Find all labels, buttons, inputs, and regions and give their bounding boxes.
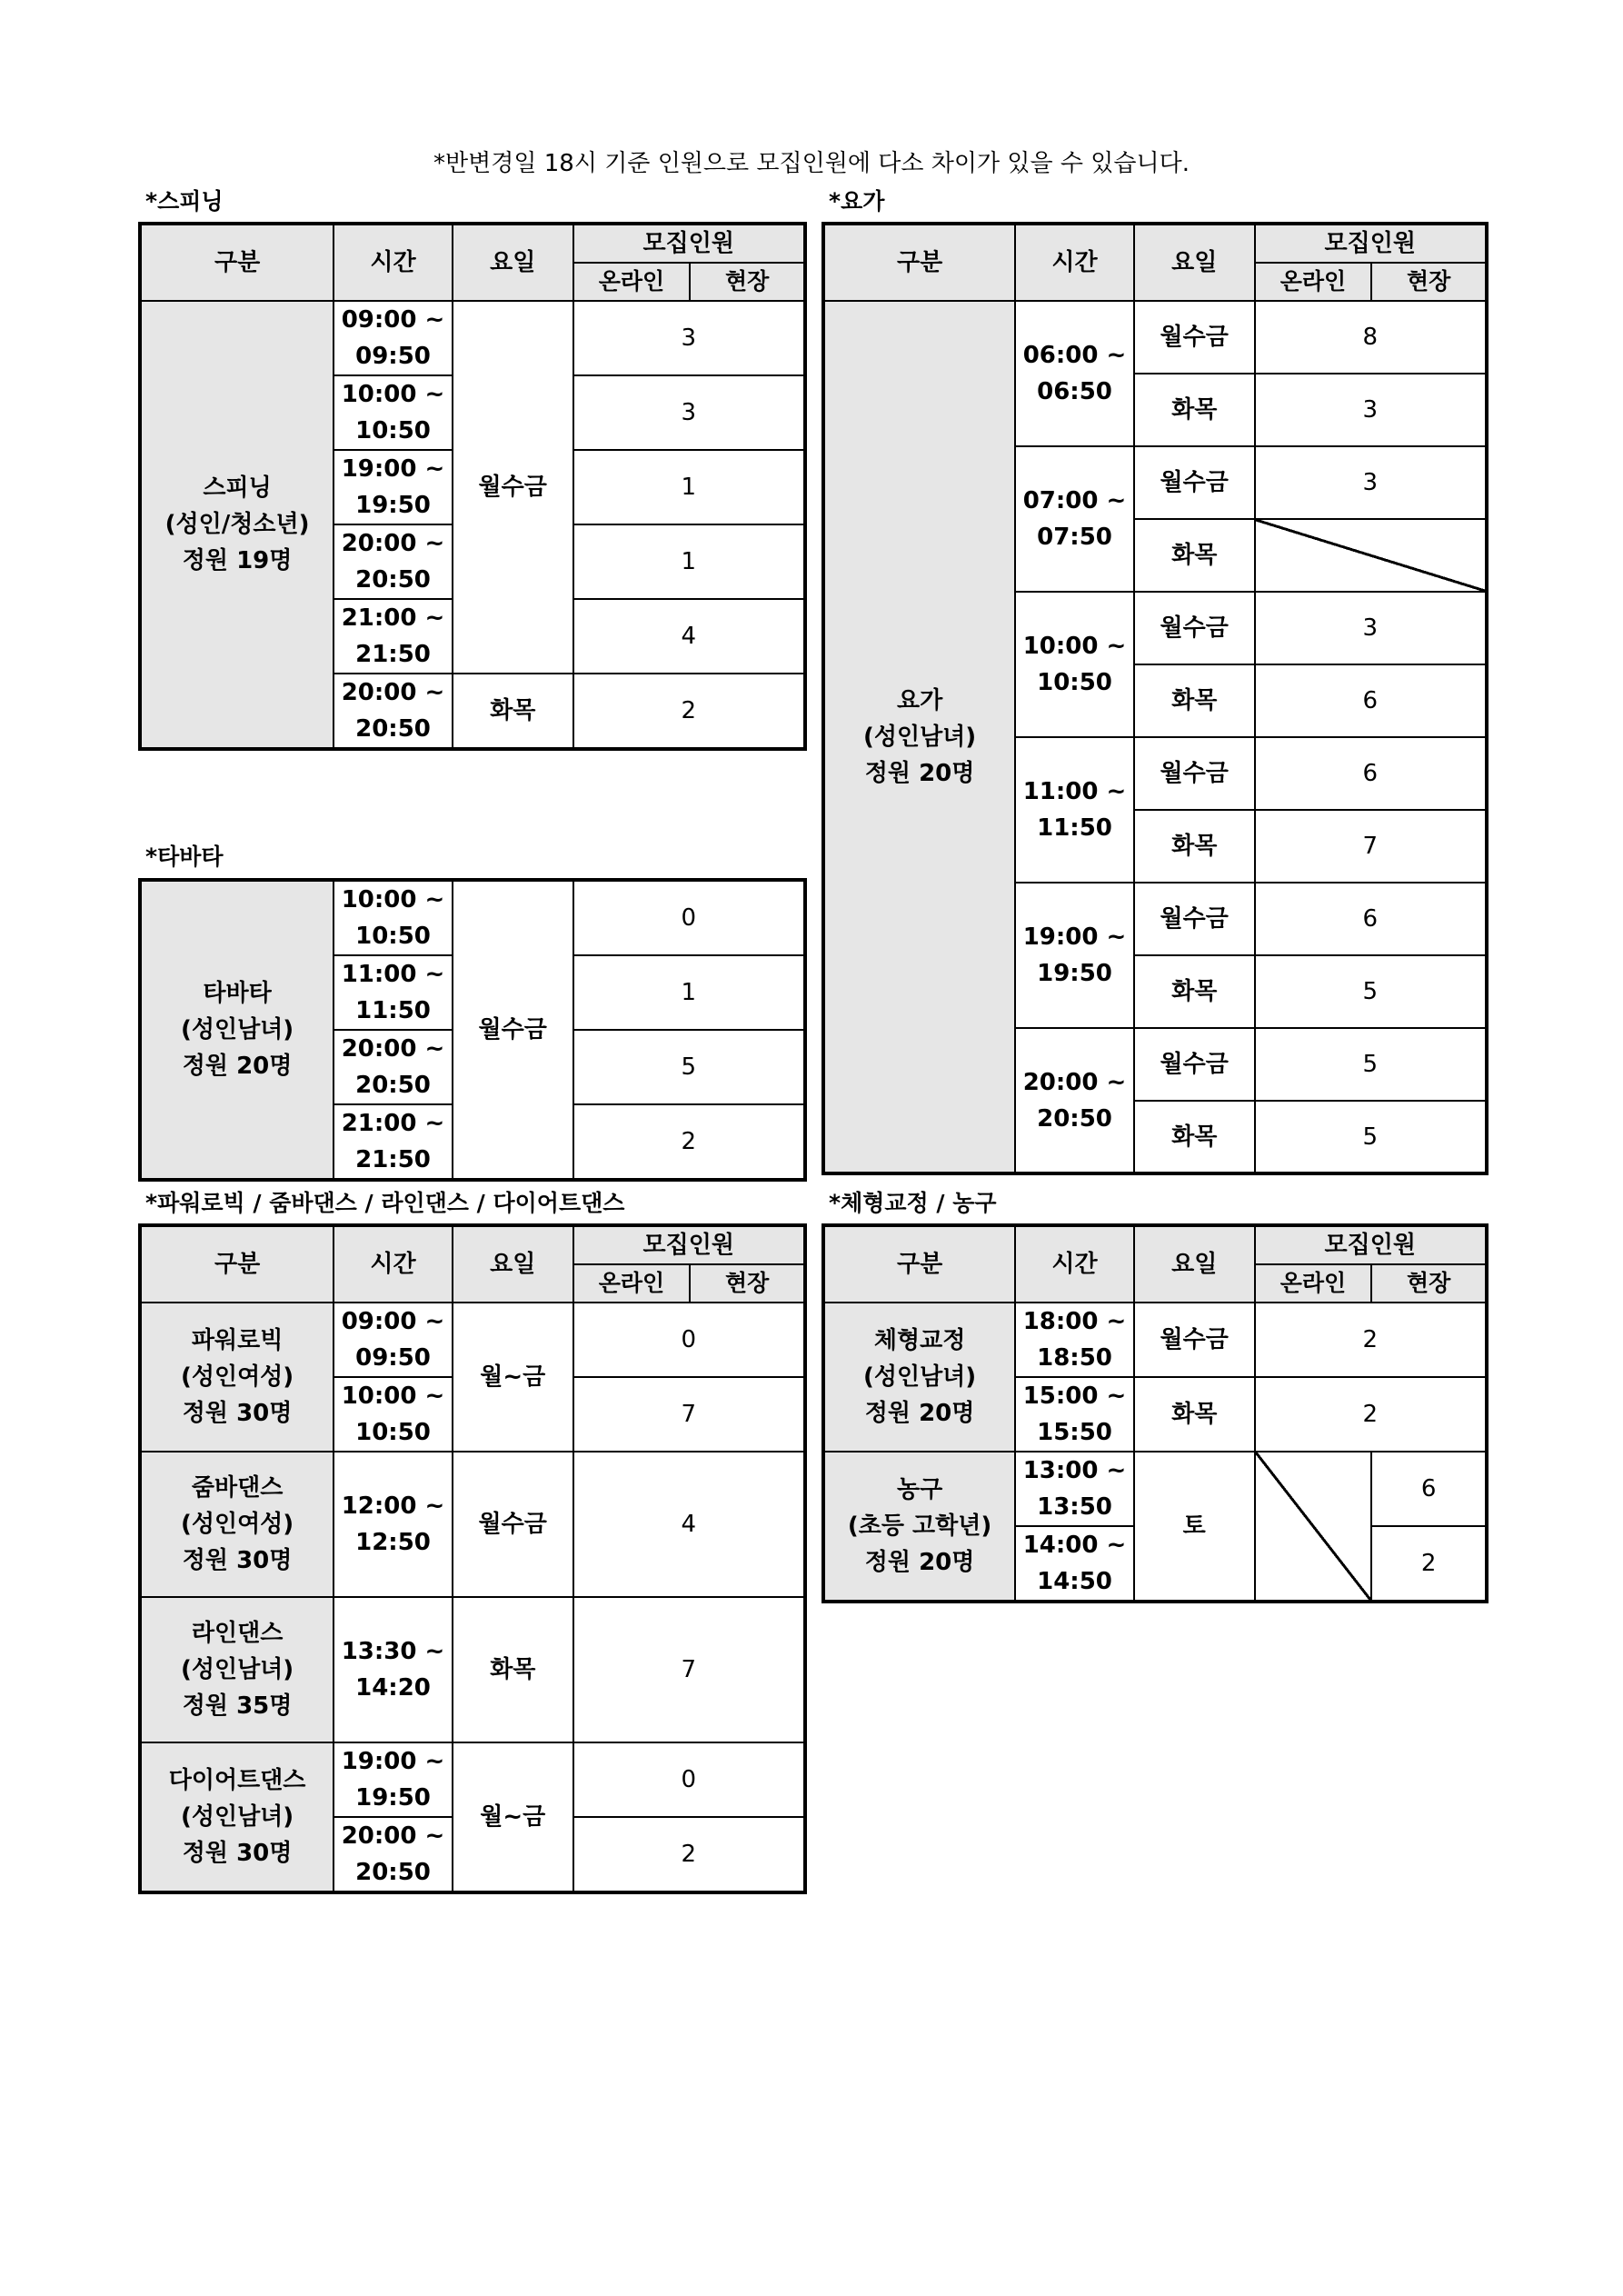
time-cell: 10:00 ~ 10:50 (334, 880, 453, 955)
category-cell (823, 301, 1015, 1173)
time-cell: 19:00 ~ 19:50 (1015, 883, 1134, 1028)
time-cell: 10:00 ~ 10:50 (334, 1377, 453, 1452)
table-row (823, 1303, 1487, 1377)
category-name: 체형교정 (873, 1327, 966, 1354)
category-cell (140, 301, 334, 749)
category-name: 다이어트댄스 (168, 1767, 306, 1794)
header-onsite: 현장 (1371, 1264, 1487, 1303)
day-cell: 월수금 (1134, 301, 1255, 374)
day-cell: 화목 (1134, 664, 1255, 737)
day-cell: 월수금 (453, 1452, 573, 1597)
category-name: 줌바댄스 (191, 1474, 284, 1502)
time-cell: 10:00 ~ 10:50 (334, 375, 453, 450)
count-cell: 3 (573, 375, 805, 450)
count-cell: 1 (573, 450, 805, 524)
day-cell: 화목 (453, 674, 573, 749)
count-cell: 3 (1255, 374, 1487, 446)
header-online: 온라인 (573, 1264, 691, 1303)
category-capacity: 정원 19명 (182, 547, 293, 574)
day-cell: 월~금 (453, 1742, 573, 1892)
count-cell: 3 (1255, 446, 1487, 519)
day-cell: 화목 (453, 1597, 573, 1742)
count-cell: 3 (573, 301, 805, 375)
category-cell (823, 1452, 1015, 1602)
count-cell: 2 (1255, 1377, 1487, 1452)
time-cell: 15:00 ~ 15:50 (1015, 1377, 1134, 1452)
tabata-title: *타바타 (145, 844, 224, 870)
category-cell (140, 1742, 334, 1892)
yoga-table (821, 222, 1489, 1171)
header-recruit: 모집인원 (573, 1225, 805, 1264)
count-cell: 7 (1255, 810, 1487, 883)
posture-table (821, 1223, 1489, 1595)
category-name: 파워로빅 (191, 1327, 284, 1354)
count-cell: 1 (573, 955, 805, 1030)
header-day: 요일 (453, 224, 573, 301)
time-cell: 06:00 ~ 06:50 (1015, 301, 1134, 446)
count-cell: 4 (573, 599, 805, 674)
count-cell: 2 (1371, 1526, 1487, 1602)
count-cell: 5 (573, 1030, 805, 1104)
header-time: 시간 (334, 224, 453, 301)
spinning-title: *스피닝 (145, 188, 224, 215)
header-online: 온라인 (1255, 1264, 1372, 1303)
category-capacity: 정원 20명 (864, 1400, 975, 1427)
header-recruit: 모집인원 (1255, 224, 1487, 263)
category-cell (140, 1597, 334, 1742)
table-row (823, 1452, 1487, 1526)
category-target: (성인남녀) (180, 1803, 294, 1831)
time-cell: 09:00 ~ 09:50 (334, 1303, 453, 1377)
empty-diagonal-cell (1255, 1452, 1372, 1602)
time-cell: 21:00 ~ 21:50 (334, 1104, 453, 1180)
category-name: 라인댄스 (191, 1620, 284, 1647)
time-cell: 20:00 ~ 20:50 (334, 524, 453, 599)
count-cell: 6 (1255, 883, 1487, 955)
count-cell: 6 (1255, 664, 1487, 737)
time-cell: 20:00 ~ 20:50 (334, 674, 453, 749)
day-cell: 월수금 (453, 301, 573, 674)
table-row (140, 880, 805, 955)
header-category: 구분 (140, 224, 334, 301)
count-cell: 1 (573, 524, 805, 599)
day-cell: 화목 (1134, 1377, 1255, 1452)
time-cell: 20:00 ~ 20:50 (1015, 1028, 1134, 1173)
time-cell: 10:00 ~ 10:50 (1015, 592, 1134, 737)
dance-table (138, 1223, 807, 1886)
count-cell: 0 (573, 1303, 805, 1377)
day-cell: 월수금 (1134, 883, 1255, 955)
category-capacity: 정원 35명 (182, 1692, 293, 1720)
time-cell: 21:00 ~ 21:50 (334, 599, 453, 674)
category-capacity: 정원 20명 (864, 1549, 975, 1576)
count-cell: 4 (573, 1452, 805, 1597)
table-row (140, 301, 805, 375)
table-row (140, 1303, 805, 1377)
count-cell: 3 (1255, 592, 1487, 664)
time-cell: 18:00 ~ 18:50 (1015, 1303, 1134, 1377)
day-cell: 월수금 (1134, 592, 1255, 664)
dance-title: *파워로빅 / 줌바댄스 / 라인댄스 / 다이어트댄스 (145, 1190, 625, 1216)
category-capacity: 정원 20명 (864, 759, 975, 787)
header-online: 온라인 (1255, 263, 1372, 301)
table-row (140, 1597, 805, 1742)
yoga-title: *요가 (829, 188, 885, 215)
count-cell: 6 (1255, 737, 1487, 810)
header-time: 시간 (1015, 224, 1134, 301)
time-cell: 09:00 ~ 09:50 (334, 301, 453, 375)
header-online: 온라인 (573, 263, 691, 301)
category-target: (초등 고학년) (847, 1512, 992, 1540)
category-target: (성인남녀) (180, 1016, 294, 1043)
category-capacity: 정원 30명 (182, 1547, 293, 1574)
count-cell: 6 (1371, 1452, 1487, 1526)
posture-title: *체형교정 / 농구 (829, 1190, 997, 1216)
count-cell: 7 (573, 1597, 805, 1742)
count-cell: 0 (573, 1742, 805, 1817)
time-cell: 13:30 ~ 14:20 (334, 1597, 453, 1742)
header-onsite: 현장 (1371, 263, 1487, 301)
category-name: 스피닝 (203, 474, 272, 502)
time-cell: 19:00 ~ 19:50 (334, 450, 453, 524)
time-cell: 12:00 ~ 12:50 (334, 1452, 453, 1597)
time-cell: 20:00 ~ 20:50 (334, 1817, 453, 1892)
category-target: (성인남녀) (180, 1656, 294, 1683)
count-cell: 5 (1255, 1028, 1487, 1101)
day-cell: 월수금 (1134, 1303, 1255, 1377)
header-category: 구분 (140, 1225, 334, 1303)
time-cell: 14:00 ~ 14:50 (1015, 1526, 1134, 1602)
count-cell: 2 (573, 1104, 805, 1180)
category-capacity: 정원 20명 (182, 1053, 293, 1080)
category-target: (성인남녀) (862, 723, 977, 751)
day-cell: 월수금 (1134, 737, 1255, 810)
count-cell: 2 (573, 674, 805, 749)
category-name: 농구 (896, 1476, 943, 1503)
day-cell: 월수금 (1134, 446, 1255, 519)
day-cell: 토 (1134, 1452, 1255, 1602)
header-day: 요일 (1134, 1225, 1255, 1303)
category-cell (140, 1303, 334, 1452)
header-time: 시간 (334, 1225, 453, 1303)
category-capacity: 정원 30명 (182, 1400, 293, 1427)
table-row (140, 1742, 805, 1817)
spinning-table (138, 222, 807, 743)
count-cell: 0 (573, 880, 805, 955)
time-cell: 20:00 ~ 20:50 (334, 1030, 453, 1104)
day-cell: 월수금 (1134, 1028, 1255, 1101)
time-cell: 11:00 ~ 11:50 (1015, 737, 1134, 883)
header-recruit: 모집인원 (573, 224, 805, 263)
header-category: 구분 (823, 224, 1015, 301)
header-time: 시간 (1015, 1225, 1134, 1303)
count-cell: 2 (573, 1817, 805, 1892)
category-cell (823, 1303, 1015, 1452)
time-cell: 19:00 ~ 19:50 (334, 1742, 453, 1817)
header-day: 요일 (1134, 224, 1255, 301)
count-cell: 5 (1255, 1101, 1487, 1173)
tabata-table (138, 878, 807, 1171)
header-day: 요일 (453, 1225, 573, 1303)
day-cell: 화목 (1134, 1101, 1255, 1173)
day-cell: 화목 (1134, 955, 1255, 1028)
day-cell: 화목 (1134, 810, 1255, 883)
time-cell: 11:00 ~ 11:50 (334, 955, 453, 1030)
count-cell: 8 (1255, 301, 1487, 374)
count-cell: 7 (573, 1377, 805, 1452)
category-cell (140, 880, 334, 1180)
header-onsite: 현장 (690, 263, 805, 301)
category-name: 타바타 (203, 980, 272, 1007)
category-cell (140, 1452, 334, 1597)
time-cell: 13:00 ~ 13:50 (1015, 1452, 1134, 1526)
category-capacity: 정원 30명 (182, 1840, 293, 1867)
header-category: 구분 (823, 1225, 1015, 1303)
empty-diagonal-cell (1255, 519, 1487, 592)
count-cell: 5 (1255, 955, 1487, 1028)
table-row (140, 1452, 805, 1597)
notice-text: *반변경일 18시 기준 인원으로 모집인원에 다소 차이가 있을 수 있습니다. (433, 150, 1190, 177)
day-cell: 월수금 (453, 880, 573, 1180)
day-cell: 화목 (1134, 519, 1255, 592)
table-row (823, 301, 1487, 374)
category-name: 요가 (896, 686, 943, 714)
time-cell: 07:00 ~ 07:50 (1015, 446, 1134, 592)
day-cell: 월~금 (453, 1303, 573, 1452)
category-target: (성인/청소년) (164, 511, 310, 538)
header-recruit: 모집인원 (1255, 1225, 1487, 1264)
category-target: (성인여성) (180, 1511, 294, 1538)
category-target: (성인여성) (180, 1363, 294, 1391)
day-cell: 화목 (1134, 374, 1255, 446)
header-onsite: 현장 (690, 1264, 805, 1303)
count-cell: 2 (1255, 1303, 1487, 1377)
category-target: (성인남녀) (862, 1363, 977, 1391)
